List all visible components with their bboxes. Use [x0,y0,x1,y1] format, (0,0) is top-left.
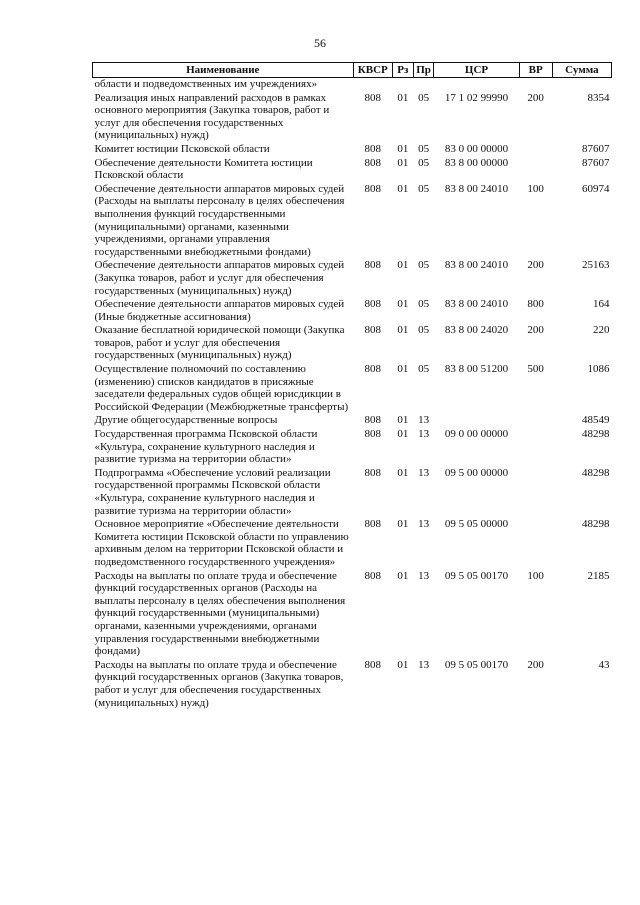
cell-sum: 48549 [582,414,610,427]
cell-pr: 13 [418,569,430,582]
cell-name: Обеспечение деятельности аппаратов мировых судей (Расходы на выплаты персоналу в целях обеспечения выполнения функций государственными (муниципальными) органами, казенными учреждениями, органами управления государственными внебюджетными фондами) [94,182,345,258]
cell-kvsr: 808 [364,182,381,195]
cell-sum: 87607 [582,156,610,169]
cell-csr: 83 8 00 00000 [444,156,509,169]
cell-rz: 01 [397,91,409,104]
cell-kvsr: 808 [364,91,381,104]
cell-rz: 01 [397,142,409,155]
table-row [93,414,612,428]
cell-rz: 01 [397,324,409,337]
cell-kvsr: 808 [364,259,381,272]
cell-rz: 01 [397,156,409,169]
continuation-text: области и подведомственных им учреждениях» [94,78,318,90]
cell-vr [519,157,552,183]
cell-csr: 09 5 00 00000 [444,466,509,479]
table-row [93,183,612,260]
cell-rz: 01 [397,182,409,195]
cell-name: Государственная программа Псковской области «Культура, сохранение культурного наследия и развитие туризма на территории области» [94,428,318,466]
cell-pr: 05 [418,363,430,376]
header-rz: Рз [392,63,413,78]
cell-kvsr: 808 [364,324,381,337]
cell-sum: 87607 [582,142,610,155]
cell-pr: 13 [418,428,430,441]
cell-name: Комитет юстиции Псковской области [94,142,270,155]
cell-sum: 48298 [582,518,610,531]
cell-name: Основное мероприятие «Обеспечение деятельности Комитета юстиции Псковской области по управлению архивным делом на территории Псковской области и подведомственного государственного учреждения» [94,518,349,568]
cell-vr [519,428,552,467]
cell-vr: 200 [527,91,544,104]
cell-sum: 220 [593,324,610,337]
cell-sum: 8354 [587,91,610,104]
cell-sum: 2185 [587,569,610,582]
cell-pr: 05 [418,298,430,311]
page-number: 56 [314,36,326,50]
table-row [93,570,612,659]
cell-vr [519,518,552,569]
cell-vr: 100 [527,182,544,195]
cell-pr: 13 [418,518,430,531]
cell-kvsr: 808 [364,518,381,531]
cell-name: Оказание бесплатной юридической помощи (Закупка товаров, работ и услуг для обеспечения государственных (муниципальных) нужд) [94,324,345,362]
cell-csr: 83 8 00 24010 [444,298,509,311]
cell-kvsr: 808 [364,569,381,582]
cell-csr: 09 5 05 00170 [444,658,509,671]
budget-table [92,62,612,710]
header-csr: ЦСР [434,63,519,78]
table-row [93,143,612,157]
cell-pr: 13 [418,658,430,671]
table-row [93,259,612,298]
continuation-row [93,78,612,92]
cell-kvsr: 808 [364,142,381,155]
cell-vr: 500 [527,363,544,376]
cell-csr: 83 0 00 00000 [444,142,509,155]
cell-pr: 13 [418,414,430,427]
cell-vr: 200 [527,259,544,272]
cell-rz: 01 [397,298,409,311]
table-row [93,92,612,143]
cell-kvsr: 808 [364,363,381,376]
cell-rz: 01 [397,259,409,272]
cell-pr: 05 [418,91,430,104]
cell-rz: 01 [397,518,409,531]
cell-sum: 60974 [582,182,610,195]
cell-sum: 48298 [582,428,610,441]
cell-csr: 83 8 00 24010 [444,259,509,272]
cell-csr: 09 5 05 00000 [444,518,509,531]
cell-vr: 100 [527,569,544,582]
cell-kvsr: 808 [364,298,381,311]
cell-name: Осуществление полномочий по составлению (изменению) списков кандидатов в присяжные заседатели федеральных судов общей юрисдикции в Российской Федерации (Межбюджетные трансферты) [94,363,349,413]
table-row [93,518,612,569]
cell-rz: 01 [397,363,409,376]
cell-kvsr: 808 [364,658,381,671]
cell-sum: 25163 [582,259,610,272]
cell-vr: 200 [527,324,544,337]
cell-pr: 05 [418,324,430,337]
table-row [93,363,612,414]
cell-kvsr: 808 [364,466,381,479]
cell-vr: 200 [527,658,544,671]
cell-name: Расходы на выплаты по оплате труда и обеспечение функций государственных органов (Закупка товаров, работ и услуг для обеспечения государственных (муниципальных) нужд) [94,658,344,709]
cell-pr: 05 [418,182,430,195]
cell-csr: 09 0 00 00000 [444,428,509,441]
header-vr: ВР [519,63,552,78]
cell-csr: 83 8 00 51200 [444,363,509,376]
cell-vr: 800 [527,298,544,311]
cell-pr: 05 [418,259,430,272]
cell-rz: 01 [397,414,409,427]
cell-pr: 05 [418,142,430,155]
table-row [93,467,612,518]
cell-csr: 09 5 05 00170 [444,569,509,582]
cell-csr [434,414,519,428]
cell-name: Обеспечение деятельности аппаратов мировых судей (Закупка товаров, работ и услуг для обеспечения государственных (муниципальных) нужд) [94,259,345,297]
cell-sum: 164 [593,298,610,311]
cell-csr: 83 8 00 24010 [444,182,509,195]
cell-csr: 83 8 00 24020 [444,324,509,337]
cell-name: Обеспечение деятельности Комитета юстиции Псковской области [94,156,313,182]
cell-sum: 43 [598,658,610,671]
cell-pr: 13 [418,466,430,479]
cell-name: Другие общегосударственные вопросы [94,414,278,427]
cell-kvsr: 808 [364,428,381,441]
header-sum: Сумма [552,63,611,78]
table-header-row [93,63,612,78]
cell-rz: 01 [397,569,409,582]
header-name: Наименование [93,63,354,78]
table-row [93,298,612,324]
cell-name: Подпрограмма «Обеспечение условий реализации государственной программы Псковской области «Культура, сохранение культурного наследия и развитие туризма на территории области» [94,466,331,517]
table-row [93,324,612,363]
cell-name: Реализация иных направлений расходов в рамках основного мероприятия (Закупка товаров, работ и услуг для обеспечения государственных (муниципальных) нужд) [94,91,330,142]
cell-vr [519,414,552,428]
table-row [93,428,612,467]
cell-rz: 01 [397,658,409,671]
table-row [93,659,612,710]
cell-name: Расходы на выплаты по оплате труда и обеспечение функций государственных органов (Расходы на выплаты персоналу в целях обеспечения выполнения функций государственными (муниципальными) органами, казенными учреждениями, органами управления государственными внебюджетными фондами) [94,569,346,658]
cell-kvsr: 808 [364,156,381,169]
cell-kvsr: 808 [364,414,381,427]
cell-pr: 05 [418,156,430,169]
cell-rz: 01 [397,428,409,441]
cell-sum: 1086 [587,363,610,376]
header-pr: Пр [413,63,434,78]
cell-vr [519,467,552,518]
header-kvsr: КВСР [353,63,392,78]
cell-rz: 01 [397,466,409,479]
cell-sum: 48298 [582,466,610,479]
cell-vr [519,143,552,157]
cell-csr: 17 1 02 99990 [444,91,509,104]
cell-name: Обеспечение деятельности аппаратов мировых судей (Иные бюджетные ассигнования) [94,298,345,323]
table-row [93,157,612,183]
